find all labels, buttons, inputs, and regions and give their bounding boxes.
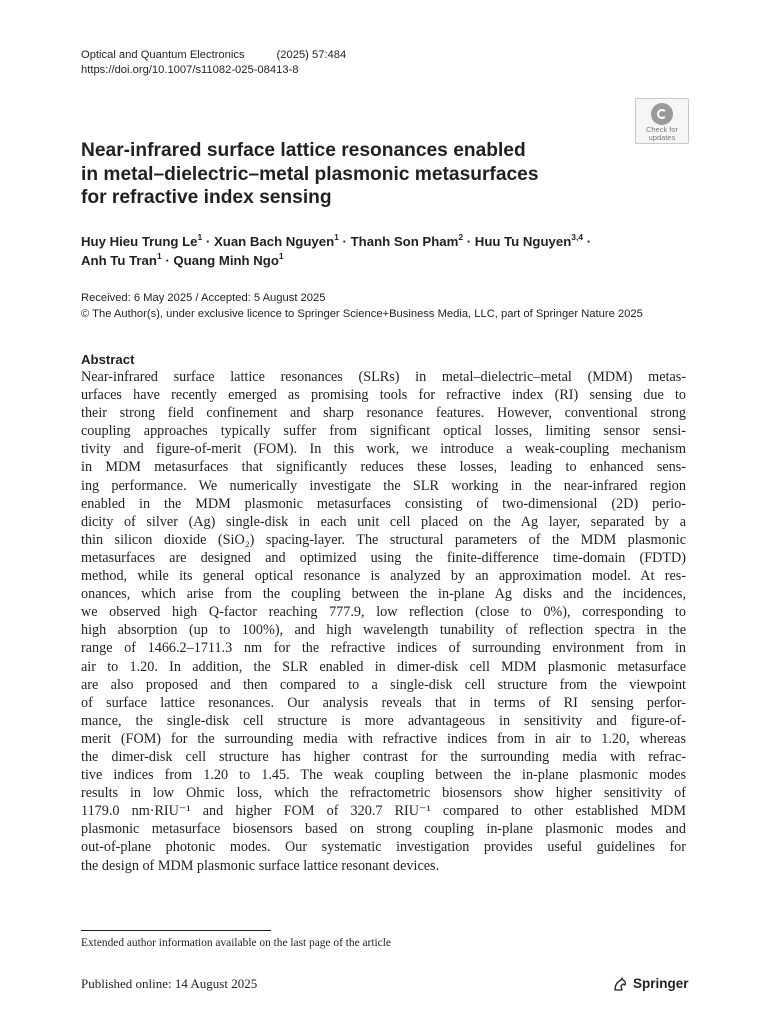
- author-list: Huy Hieu Trung $Le^1$ · Xuan Bach Nguyen$^1$ · Thanh Son Pham$^2$ · Huu Tu Nguyen$^{3,4}$ · Anh Tu Tran$^1$ · Quang Minh Ngo$^1$: [81, 231, 592, 268]
- author-name[interactable]: Xuan Bach Nguyen: [213, 234, 335, 249]
- publisher-name: Springer: [633, 976, 689, 991]
- paper-title: [81, 139, 601, 210]
- abstract-line: are also proposed and then compared to a single-disk cell structure from the viewpoint: [81, 676, 686, 693]
- abstract-line: of surface lattice resonances. Our analysis reveals that in terms of RI sensing perfor-: [81, 694, 686, 711]
- abstract-line: mance, the single-disk cell structure is more advantageous in sensitivity and figure-of-: [81, 712, 686, 729]
- author-name[interactable]: Huu Tu Nguyen: [474, 234, 572, 249]
- author-affiliation: 1: [156, 250, 162, 261]
- abstract-line: in MDM metasurfaces that significantly reduces these losses, leading to enhanced sens-: [81, 459, 686, 476]
- abstract-line: we observed high Q-factor reaching 777.9, low reflection (close to 0%), corresponding to: [81, 604, 686, 621]
- abstract-line: the design of MDM plasmonic surface lattice resonant devices.: [81, 857, 440, 874]
- abstract-line: merit (FOM) for the surrounding media with refractive indices from in air to 1.20, whereas: [81, 730, 686, 747]
- badge-line-1: Check for: [645, 125, 679, 134]
- abstract-line: results in low Ohmic loss, which the refractometric biosensors show higher sensitivity of: [81, 785, 686, 802]
- check-for-updates-badge[interactable]: [635, 98, 689, 144]
- author-affiliation: 3,4: [571, 231, 584, 242]
- author-name[interactable]: Thanh Son Pham: [350, 234, 459, 249]
- title-line-3: for refractive index sensing: [81, 187, 332, 208]
- received-accepted-dates: Received: 6 May 2025 / Accepted: 5 August 2025: [81, 292, 326, 304]
- footnote-divider: [81, 930, 271, 931]
- abstract-line: onances, which arise from the coupling between the in-plane Ag disks and the incidences,: [81, 586, 686, 603]
- abstract-heading: Abstract: [81, 352, 135, 367]
- author-name[interactable]: Anh Tu Tran: [81, 253, 157, 268]
- copyright-notice: © The Author(s), under exclusive licence to Springer Science+Business Media, LLC, part of Springer Nature 2025: [81, 307, 643, 320]
- refresh-icon: [651, 103, 673, 125]
- abstract-line: their strong field confinement and sharp resonance features. However, conventional strong: [81, 405, 686, 422]
- journal-name: Optical and Quantum Electronics: [81, 49, 245, 61]
- springer-horse-icon: [612, 976, 628, 992]
- abstract-line: high absorption (up to 100%), and high wavelength tunability of reflection spectra in the: [81, 622, 686, 639]
- abstract-line: thin silicon dioxide (SiO₂) spacing-layer. The structural parameters of the MDM plasmonic: [81, 531, 686, 548]
- author-affiliation: 2: [458, 231, 464, 242]
- abstract-line: coupling approaches typically suffer from significant optical losses, limiting sensor sensi-: [81, 423, 686, 440]
- published-online-date: Published online: 14 August 2025: [81, 976, 258, 991]
- abstract-text: [81, 368, 686, 875]
- abstract-line: the dimer-disk cell structure has higher contrast for the surrounding media with refrac-: [81, 748, 686, 765]
- badge-line-2: updates: [648, 133, 676, 142]
- title-line-2: in metal–dielectric–metal plasmonic metasurfaces: [81, 163, 539, 185]
- abstract-line: range of 1466.2–1711.3 nm for the refractive indices of surrounding environment from in: [81, 640, 686, 657]
- abstract-line: enabled in the MDM plasmonic metasurfaces consisting of two-dimensional (2D) perio-: [81, 495, 686, 512]
- author-affiliation: 1: [197, 231, 203, 242]
- abstract-line: 1179.0 nm·RIU⁻¹ and higher FOM of 320.7 RIU⁻¹ compared to other established MDM: [81, 803, 686, 820]
- abstract-line: method, while its general optical resonance is analyzed by an approximation model. At res-: [81, 568, 686, 585]
- doi-link[interactable]: https://doi.org/10.1007/s11082-025-08413-8: [81, 64, 299, 76]
- abstract-line: ing performance. We numerically investigate the SLR working in the near-infrared region: [81, 477, 686, 494]
- author-name[interactable]: Quang Minh Ngo: [173, 253, 279, 268]
- abstract-line: metasurfaces are designed and optimized using the finite-difference time-domain (FDTD): [81, 549, 686, 566]
- author-affiliation: 1: [334, 231, 339, 242]
- journal-volume: (2025) 57:484: [276, 49, 347, 61]
- abstract-line: tive indices from 1.20 to 1.45. The weak coupling between the in-plane plasmonic modes: [81, 767, 686, 784]
- article-history: [81, 291, 643, 322]
- abstract-line: tivity and figure-of-merit (FOM). In this work, we introduce a weak-coupling mechanism: [81, 441, 686, 458]
- abstract-line: out-of-plane photonic modes. Our systematic investigation provides useful guidelines for: [81, 839, 686, 856]
- author-name[interactable]: Huy Hieu Trung Le: [81, 234, 198, 249]
- journal-header: [81, 48, 346, 78]
- publisher-logo: [612, 975, 689, 992]
- author-affiliation: 1: [278, 250, 284, 261]
- abstract-line: dicity of silver (Ag) single-disk in each unit cell placed on the Ag layer, separated by a: [81, 513, 686, 530]
- abstract-line: plasmonic metasurface biosensors based on strong coupling in-plane plasmonic modes and: [81, 821, 686, 838]
- abstract-line: air to 1.20. In addition, the SLR enabled in dimer-disk cell MDM plasmonic metasurface: [81, 658, 686, 675]
- footnote: Extended author information available on the last page of the article: [81, 937, 391, 949]
- abstract-line: urfaces have recently emerged as promising tools for refractive index (RI) sensing due to: [81, 387, 686, 404]
- abstract-line: Near-infrared surface lattice resonances (SLRs) in metal–dielectric–metal (MDM) metas-: [81, 369, 686, 385]
- title-line-1: Near-infrared surface lattice resonances enabled: [81, 140, 526, 161]
